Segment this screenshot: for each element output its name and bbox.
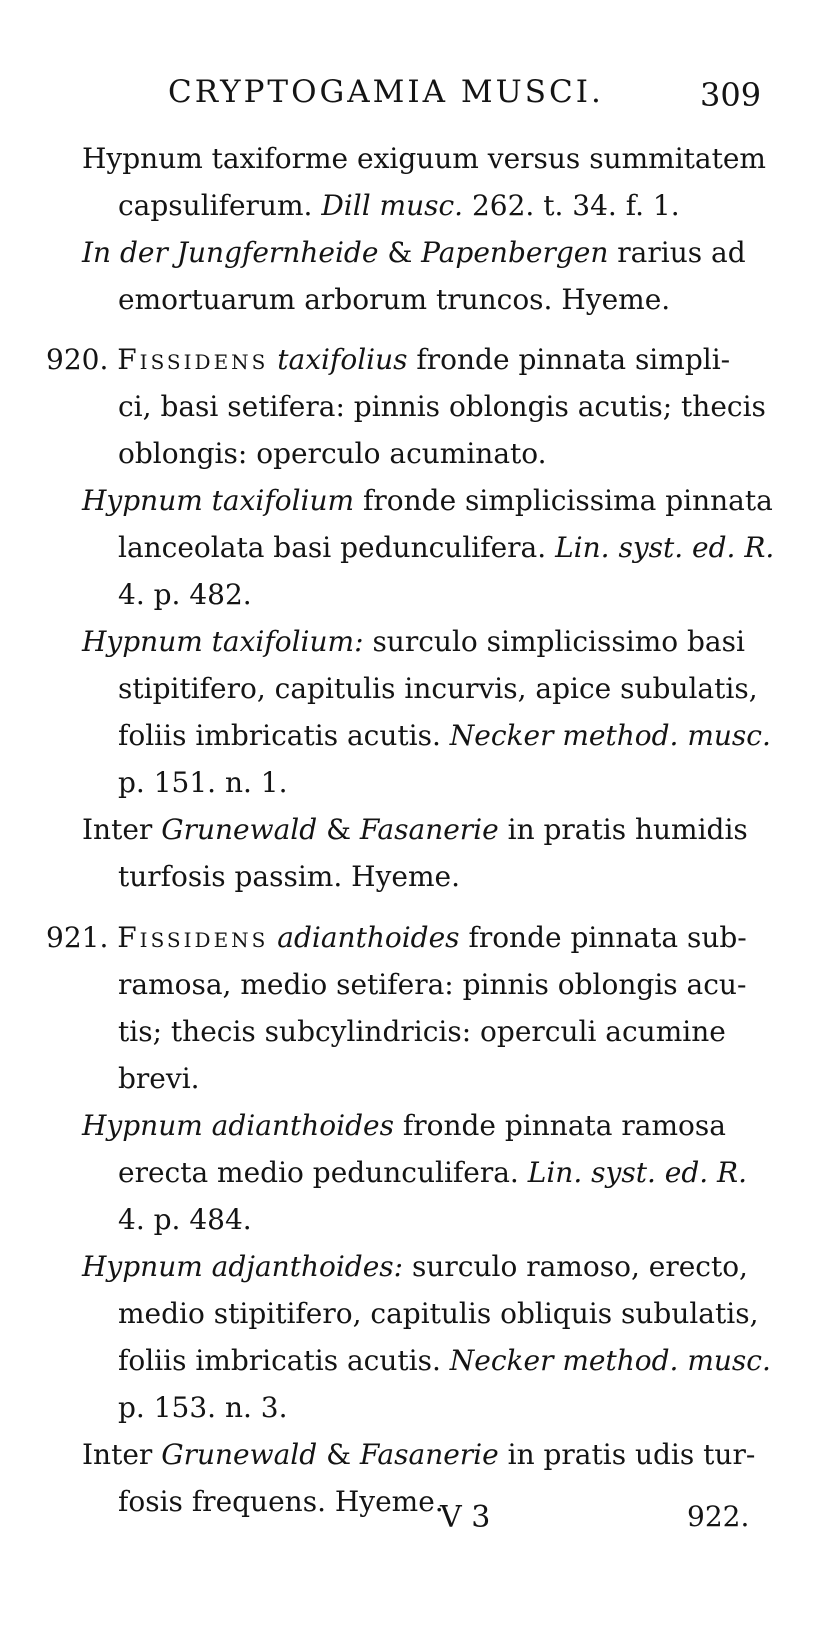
line-text: lanceolata basi pedunculifera. (118, 531, 547, 564)
text-line (118, 667, 758, 711)
citation-author: Necker method. musc. (449, 719, 771, 752)
line-text: Hypnum taxiforme exiguum versus summitatem (82, 142, 766, 175)
citation-author: Dill musc. (321, 189, 464, 222)
line-text: fronde pinnata sub- (468, 921, 747, 954)
text-line (82, 231, 746, 275)
line-text: foliis imbricatis acutis. (118, 719, 441, 752)
line-text: Inter (82, 813, 153, 846)
line-text: erecta medio pedunculifera. (118, 1156, 519, 1189)
text-line (82, 1433, 755, 1477)
locality-name: Grunewald (161, 1438, 318, 1471)
line-text: foliis imbricatis acutis. (118, 1344, 441, 1377)
text-line (118, 526, 774, 570)
text-line (82, 808, 748, 852)
page-footer (0, 1500, 830, 1550)
line-text: rarius ad (617, 236, 746, 269)
species-name: adianthoides (277, 921, 460, 954)
text-line (118, 1057, 200, 1101)
text-line (118, 184, 680, 228)
text-line (82, 137, 766, 181)
text-line (118, 432, 547, 476)
text-line (118, 761, 288, 805)
synonym-name: Hypnum taxifolium: (82, 625, 364, 658)
text-line (118, 1292, 758, 1336)
line-text: capsuliferum. (118, 189, 313, 222)
text-line (118, 1151, 747, 1195)
species-name: taxifolius (277, 343, 408, 376)
entry-number: 921. (46, 921, 109, 954)
line-text: fosis frequens. Hyeme. (118, 1485, 444, 1518)
page-header (0, 74, 830, 124)
line-text: 4. p. 484. (118, 1203, 252, 1236)
text-line (82, 479, 773, 523)
line-text: ci, basi setifera: pinnis oblongis acutis; thecis (118, 390, 766, 423)
line-text: p. 151. n. 1. (118, 766, 288, 799)
line-text: in pratis udis tur- (507, 1438, 756, 1471)
line-text: brevi. (118, 1062, 200, 1095)
line-text: tis; thecis subcylindricis: operculi acumine (118, 1015, 726, 1048)
synonym-name: Hypnum adjanthoides: (82, 1250, 404, 1283)
text-line (118, 573, 252, 617)
locality-name: Papenbergen (421, 236, 609, 269)
text-line (118, 278, 670, 322)
line-text: medio stipitifero, capitulis obliquis subulatis, (118, 1297, 759, 1330)
entry-920-heading (46, 338, 730, 382)
text-line (118, 1386, 288, 1430)
text-line (82, 620, 745, 664)
text-line (82, 1245, 748, 1289)
line-text: fronde simplicissima pinnata (363, 484, 773, 517)
line-text: fronde pinnata simpli- (416, 343, 731, 376)
citation-author: Lin. syst. ed. R. (555, 531, 775, 564)
line-text: oblongis: operculo acuminato. (118, 437, 547, 470)
locality-name: Grunewald (161, 813, 318, 846)
text-line (118, 385, 766, 429)
entry-921-heading (46, 916, 747, 960)
text-line (118, 1339, 771, 1383)
genus-name: Fissidens (117, 343, 269, 376)
text-line (118, 855, 460, 899)
locality-name: In der Jungfernheide (82, 236, 379, 269)
citation-author: Necker method. musc. (449, 1344, 771, 1377)
line-text: 4. p. 482. (118, 578, 252, 611)
text-line (82, 1104, 726, 1148)
line-text: & (326, 1438, 351, 1471)
line-text: & (326, 813, 351, 846)
line-text: turfosis passim. Hyeme. (118, 860, 460, 893)
line-text: & (387, 236, 413, 269)
text-line (118, 1198, 252, 1242)
locality-name: Fasanerie (359, 1438, 499, 1471)
signature-mark: V 3 (440, 1500, 491, 1535)
genus-name: Fissidens (117, 921, 269, 954)
entry-number: 920. (46, 343, 109, 376)
line-text: Inter (82, 1438, 153, 1471)
text-line (118, 1010, 726, 1054)
text-line (118, 714, 771, 758)
line-text: surculo simplicissimo basi (372, 625, 745, 658)
line-text: fronde pinnata ramosa (402, 1109, 726, 1142)
synonym-name: Hypnum taxifolium (82, 484, 355, 517)
line-text: in pratis humidis (507, 813, 748, 846)
line-text: surculo ramoso, erecto, (412, 1250, 748, 1283)
running-title: CRYPTOGAMIA MUSCI. (168, 74, 604, 110)
line-text: stipitifero, capitulis incurvis, apice subulatis, (118, 672, 758, 705)
synonym-name: Hypnum adianthoides (82, 1109, 394, 1142)
line-text: ramosa, medio setifera: pinnis oblongis acu- (118, 968, 747, 1001)
page-number: 309 (700, 76, 762, 114)
locality-name: Fasanerie (359, 813, 499, 846)
line-text: emortuarum arborum truncos. Hyeme. (118, 283, 671, 316)
citation-author: Lin. syst. ed. R. (527, 1156, 748, 1189)
catchword: 922. (687, 1500, 750, 1533)
text-line (118, 963, 746, 1007)
line-text: p. 153. n. 3. (118, 1391, 288, 1424)
line-text: 262. t. 34. f. 1. (471, 189, 680, 222)
